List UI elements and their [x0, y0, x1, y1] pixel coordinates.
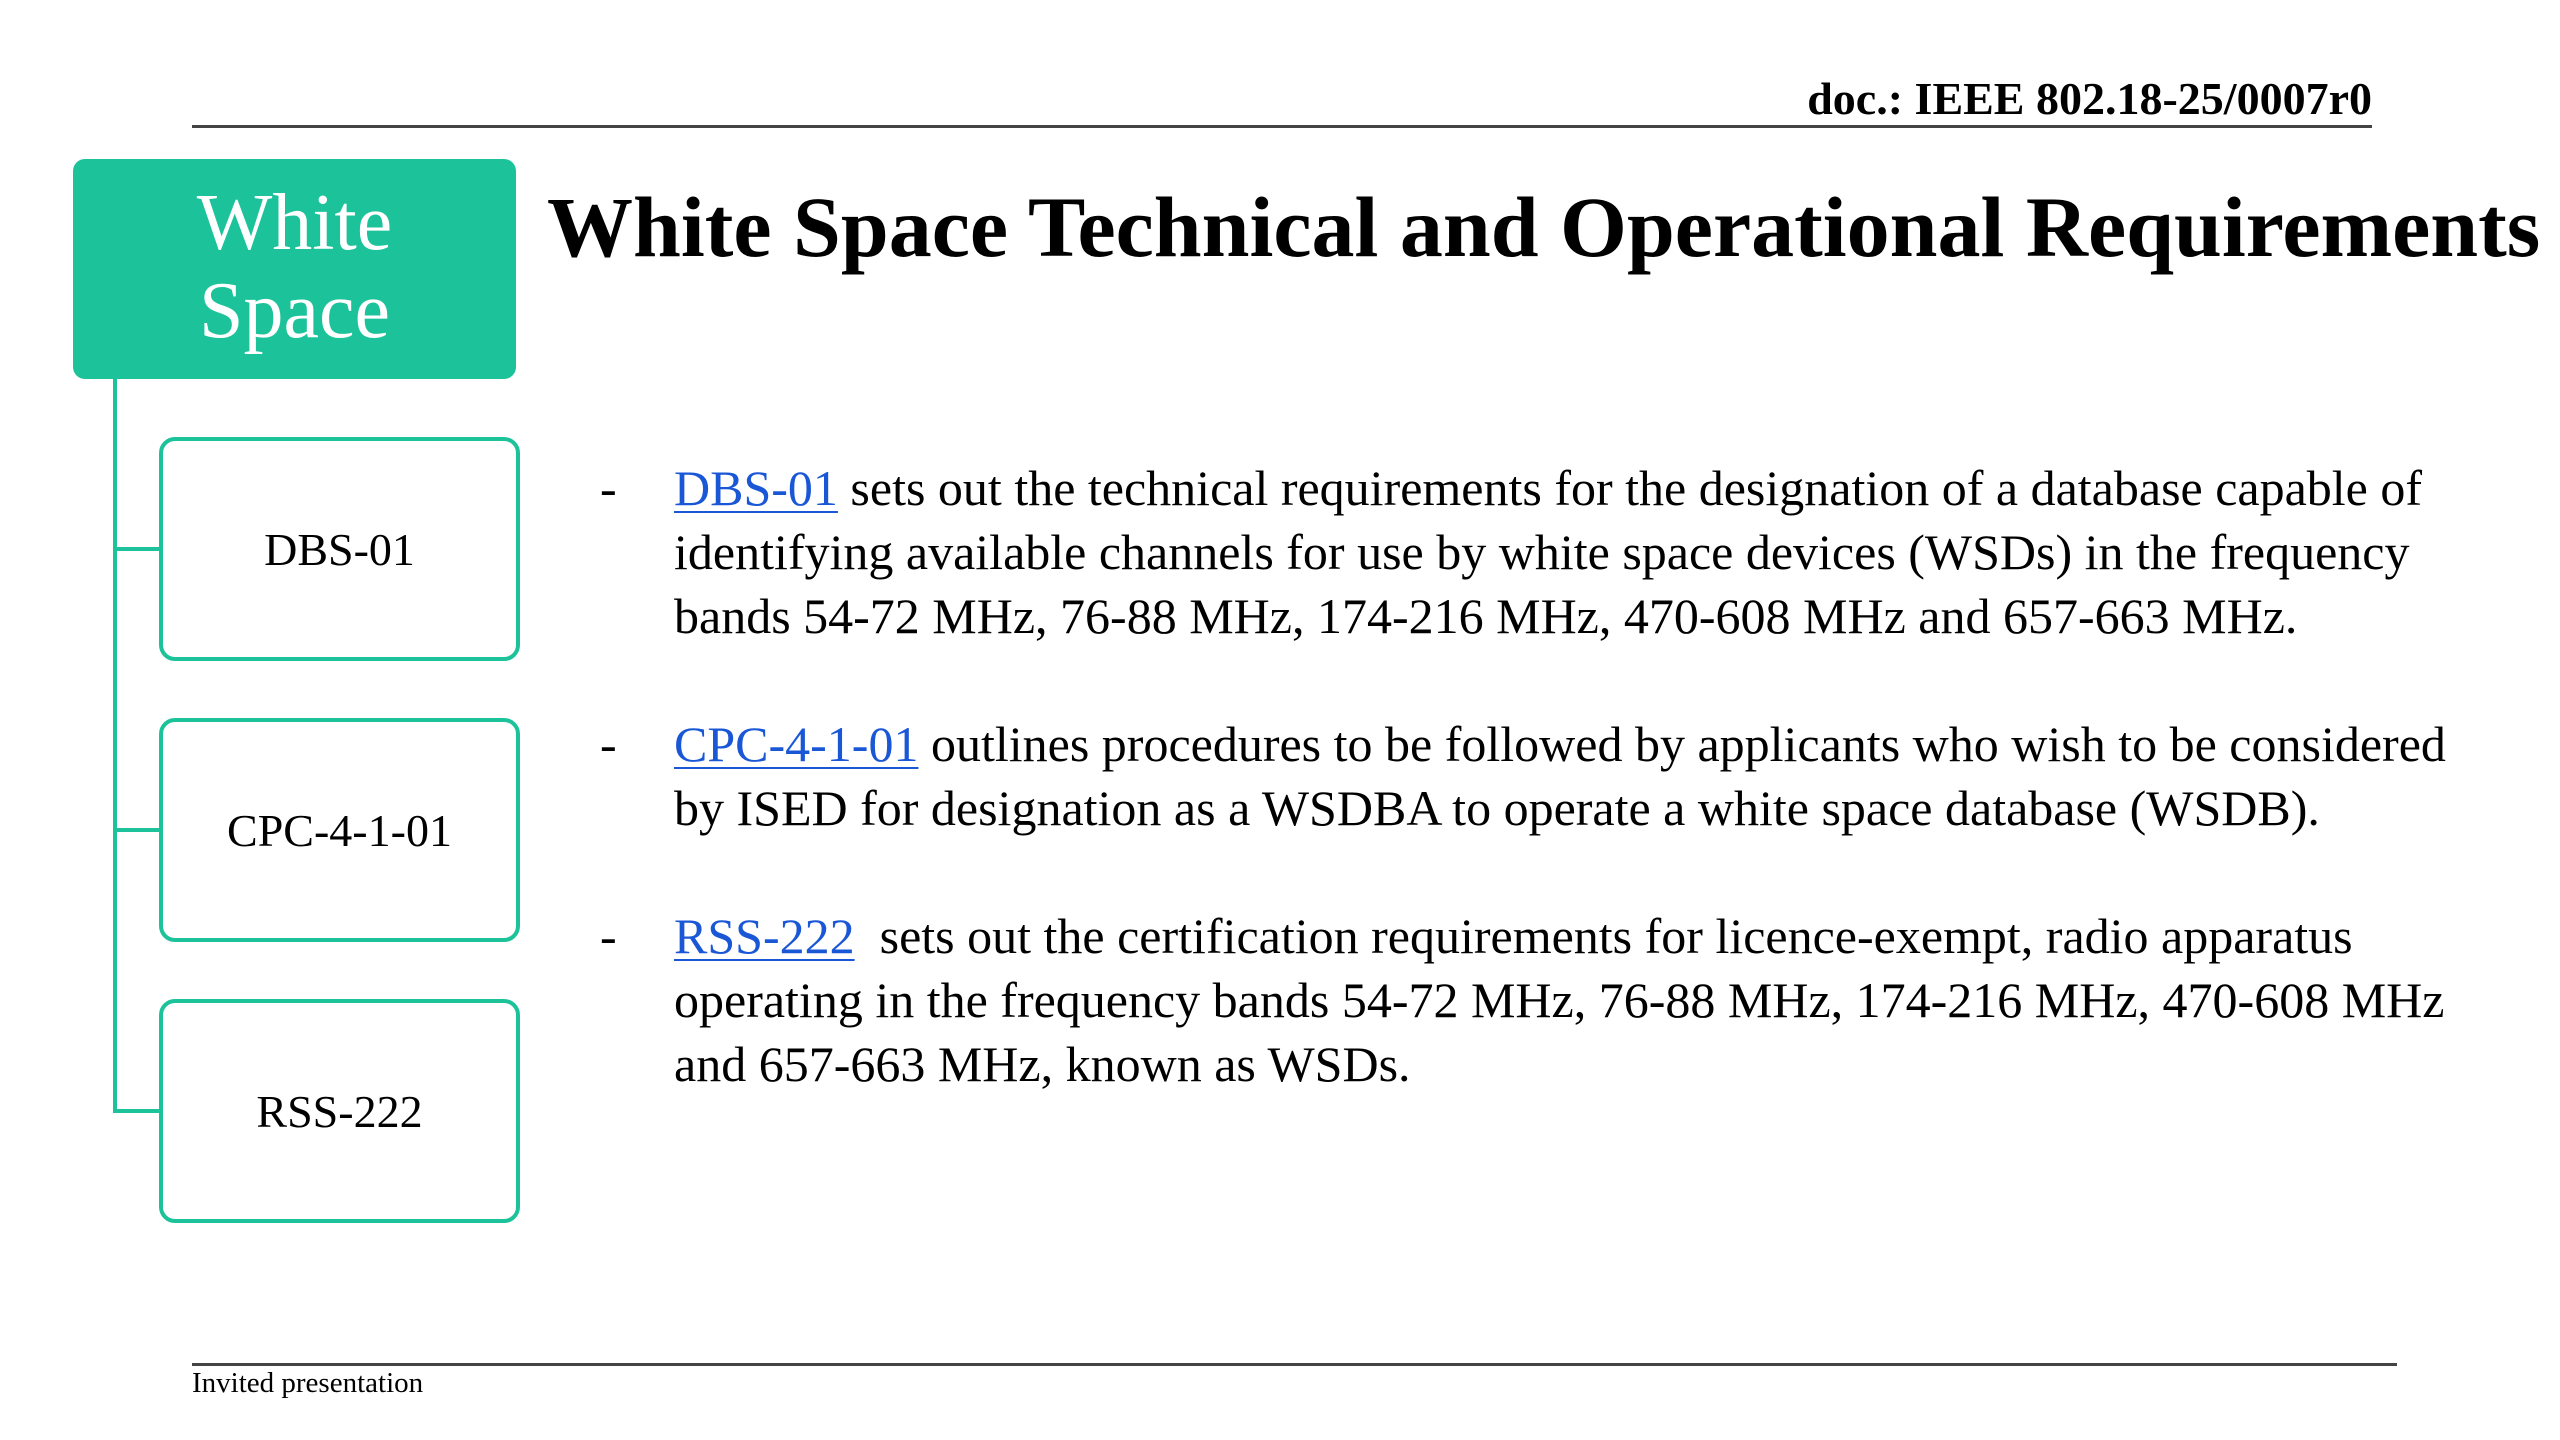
- tree-node-label: RSS-222: [256, 1085, 423, 1137]
- tree-connector-vertical: [113, 379, 117, 1111]
- tree-node-cpc-4-1-01: [159, 718, 520, 942]
- slide-title: White Space Technical and Operational Requirements: [547, 179, 2541, 275]
- bullet-list: [600, 456, 2460, 1096]
- bullet-text: outlines procedures to be followed by applicants who wish to be considered by ISED for designation as a WSDBA to operate a white space database (WSDB).: [674, 716, 2446, 836]
- dbs-01-link[interactable]: DBS-01: [674, 460, 838, 516]
- bullet-marker: -: [600, 908, 617, 964]
- tree-connector-rss-222: [113, 1109, 161, 1113]
- bullet-text: sets out the technical requirements for the designation of a database capable of identifying available channels for use by white space devices (WSDs) in the frequency bands 54-72 MHz, 76-88 MHz, 174-216 MHz, 470-608 MHz and 657-663 MHz.: [674, 460, 2423, 644]
- root-node-label: White Space: [196, 179, 393, 355]
- bullet-marker: -: [600, 460, 617, 516]
- tree-node-dbs-01: [159, 437, 520, 661]
- bullet-item-cpc-4-1-01: [600, 712, 2460, 840]
- tree-connector-cpc-4-1-01: [113, 828, 161, 832]
- bullet-item-rss-222: [600, 904, 2460, 1096]
- footer-label: Invited presentation: [192, 1367, 424, 1399]
- tree-node-label: CPC-4-1-01: [227, 804, 452, 856]
- rss-222-link[interactable]: RSS-222: [674, 908, 855, 964]
- tree-node-label: DBS-01: [264, 523, 415, 575]
- tree-node-rss-222: [159, 999, 520, 1223]
- bullet-marker: -: [600, 716, 617, 772]
- header-divider: [192, 125, 2372, 128]
- document-id: doc.: IEEE 802.18-25/0007r0: [1807, 73, 2372, 124]
- white-space-root-node: [73, 159, 516, 379]
- footer-divider: [192, 1363, 2397, 1366]
- bullet-text: sets out the certification requirements for licence-exempt, radio apparatus operating in the frequency bands 54-72 MHz, 76-88 MHz, 174-216 MHz, 470-608 MHz and 657-663 MHz, known as WSDs.: [674, 908, 2457, 1092]
- bullet-item-dbs-01: [600, 456, 2460, 648]
- tree-connector-dbs-01: [113, 547, 161, 551]
- cpc-4-1-01-link[interactable]: CPC-4-1-01: [674, 716, 919, 772]
